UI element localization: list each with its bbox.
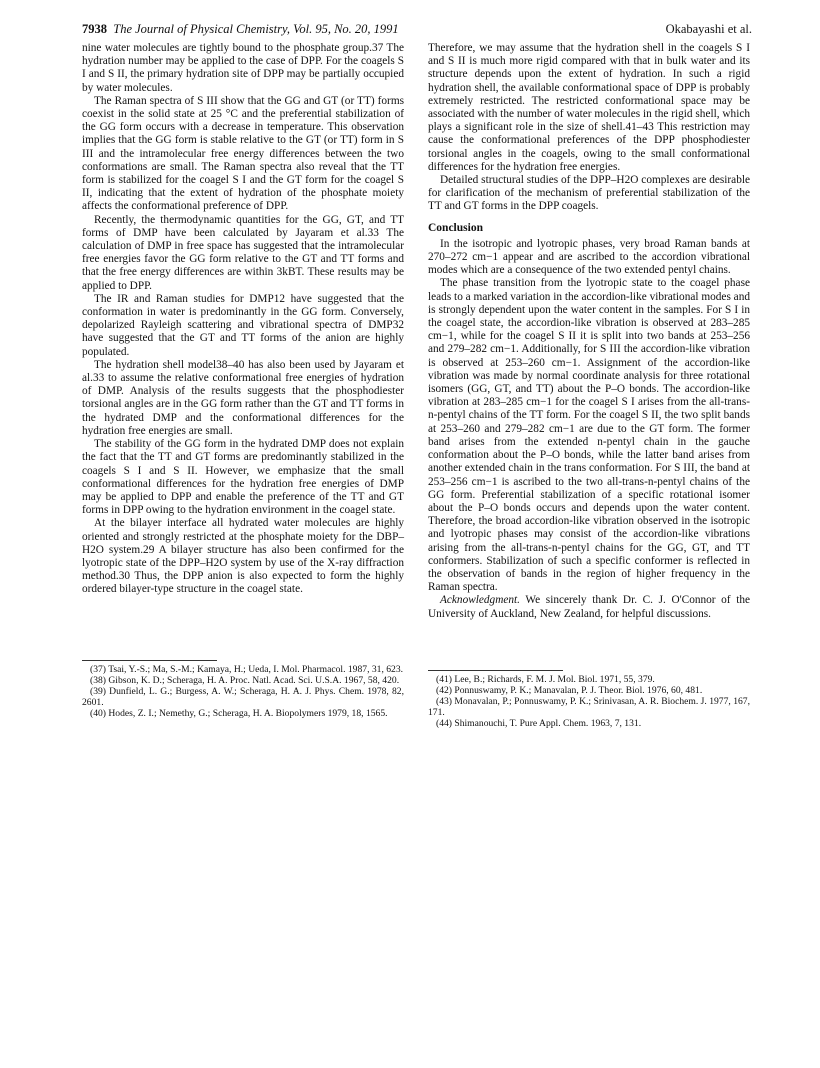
reference-item: (41) Lee, B.; Richards, F. M. J. Mol. Biol. 1971, 55, 379. [436, 674, 655, 685]
acknowledgment [428, 594, 750, 620]
reference-item: (38) Gibson, K. D.; Scheraga, H. A. Proc. Natl. Acad. Sci. U.S.A. 1967, 58, 420. [90, 675, 400, 686]
acknowledgment-label: Acknowledgment. [440, 594, 520, 607]
references-right [428, 670, 750, 729]
journal-title: The Journal of Physical Chemistry, Vol. 95, No. 20, 1991 [113, 22, 399, 36]
conclusion-paragraph: In the isotropic and lyotropic phases, very broad Raman bands at 270–272 cm−1 appear and are ascribed to the accordion vibrational modes which are a consequence of the two extended pentyl chains. [428, 237, 750, 277]
body-paragraph: Therefore, we may assume that the hydration shell in the coagels S I and S II is much more rigid compared with that in bulk water and its structure depends upon the extent of hydration. In such a rigid hydration shell, the available conformational space of DPP is probably extremely restricted. The restricted conformational space may be associated with the number of water molecules in the rigid shell, which plays a significant role in the size of shell.41–43 This restriction may cause the conformational preferences of the DPP phosphodiester torsional angles in the coagels, owing to the small conformational differences for the hydration free energies. [428, 42, 750, 173]
reference-item: (39) Dunfield, L. G.; Burgess, A. W.; Scheraga, H. A. J. Phys. Chem. 1978, 82, 2601. [82, 686, 404, 708]
body-paragraph: The hydration shell model38–40 has also been used by Jayaram et al.33 to assume the relative conformational free energies of hydration of DMP. Analysis of the results suggests that the phosphodiester torsional angles are in the GG form rather than the GT and TT forms in the hydrated DMP and the conformational differences for the hydration free energies are small. [82, 358, 404, 437]
right-column [428, 42, 750, 621]
reference-item: (37) Tsai, Y.-S.; Ma, S.-M.; Kamaya, H.; Ueda, I. Mol. Pharmacol. 1987, 31, 623. [90, 664, 404, 675]
conclusion-paragraph: The phase transition from the lyotropic state to the coagel phase leads to a marked variation in the accordion-like vibrational modes and is strongly dependent upon the water content in the samples. For S I in the coagel state, the accordion-like vibration is observed at 283–285 cm−1, while for the coagel S II it is split into two bands at 253–256 and 279–282 cm−1. Additionally, for S III the accordion-like vibration is observed at 253–260 cm−1. Assignment of the accordion-like vibration was made by normal coordinate analysis for three rotational isomers (GG, GT, and TT) about the P–O bonds. The accordion-like vibration at 283–285 cm−1 for the coagel S I arises from the all-trans-n-pentyl chains of the TT form. For the coagel S II, the two split bands at 253–260 and 279–282 cm−1 are due to the GT form. The former band arises from the extended n-pentyl chain in the gauche conformation about the P–O bonds, while the latter band arises from another extended chain in the trans conformation. For S III, the band at 253–256 cm−1 is ascribed to the two all-trans-n-pentyl chains of the GG form. Preferential stabilization of a specific rotational isomer about the P–O bonds occurs and depends upon the water content. Therefore, the broad accordion-like vibration observed in the isotropic and lyotropic phases may consist of the accordion-like vibrations arising from the all-trans-n-pentyl chains for the GG, GT, and TT conformers. Stabilization of such a specific conformer is reflected in the observation of bands in the region of higher frequency in the Raman spectra. [428, 277, 750, 594]
body-paragraph: The Raman spectra of S III show that the GG and GT (or TT) forms coexist in the solid state at 25 °C and the preferential stabilization of the GG form occurs with a decrease in temperature. This observation implies that the GG form is stable relative to the GT (or TT) form in S III and the intramolecular free energy differences between the two conformations are small. The Raman spectra also reveal that the TT form is stabilized for the coagel S I and the GT form for the coagel S II, indicating that the extent of hydration of the phosphate moiety affects the conformational preference of DPP. [82, 94, 404, 213]
page-header [82, 22, 752, 40]
acknowledgment-text: We sincerely thank Dr. C. J. O'Connor of the University of Auckland, New Zealand, for helpful discussions. [428, 594, 750, 620]
body-paragraph: The IR and Raman studies for DMP12 have suggested that the conformation in water is predominantly in the GG form. Conversely, depolarized Rayleigh scattering and vibrational spectra of DMP32 have suggested that the GT and TT forms of the anion are highly populated. [82, 292, 404, 358]
references-left [82, 660, 404, 719]
body-paragraph: nine water molecules are tightly bound to the phosphate group.37 The hydration number may be applied to the case of DPP. For the coagels S I and S II, the primary hydration site of DPP may be partially occupied by water molecules. [82, 42, 404, 94]
reference-item: (43) Monavalan, P.; Ponnuswamy, P. K.; Srinivasan, A. R. Biochem. J. 1977, 167, 171. [428, 696, 750, 718]
body-paragraph: Recently, the thermodynamic quantities for the GG, GT, and TT forms of DMP have been calculated by Jayaram et al.33 The calculation of DMP in free space has suggested that the intramolecular free energies favor the GG form relative to the GT and TT forms and that the free energy differences are within 3kBT. These results may be applied to DPP. [82, 213, 404, 292]
page-number: 7938 [82, 22, 107, 36]
reference-item: (40) Hodes, Z. I.; Nemethy, G.; Scheraga, H. A. Biopolymers 1979, 18, 1565. [90, 708, 388, 719]
body-paragraph: The stability of the GG form in the hydrated DMP does not explain the fact that the TT and GT forms are predominantly stabilized in the coagels S I and S II. However, we emphasize that the small conformational differences for the hydration free energies of DMP may be applied to DPP and enable the preference of the TT and GT forms in DPP owing to the hydration environment in the coagel state. [82, 438, 404, 517]
header-authors: Okabayashi et al. [665, 22, 752, 36]
reference-item: (44) Shimanouchi, T. Pure Appl. Chem. 1963, 7, 131. [436, 718, 642, 729]
section-heading-conclusion: Conclusion [428, 221, 483, 234]
left-column [82, 42, 404, 597]
footnote-rule [428, 670, 563, 671]
reference-item: (42) Ponnuswamy, P. K.; Manavalan, P. J. Theor. Biol. 1976, 60, 481. [436, 685, 703, 696]
body-paragraph: At the bilayer interface all hydrated water molecules are highly oriented and strongly restricted at the phosphate moiety for the DBP–H2O system.29 A bilayer structure has also been confirmed for the lyotropic state of the DPP–H2O system by use of the X-ray diffraction method.30 Thus, the DPP anion is also expected to form the highly ordered bilayer-type structure in the coagel state. [82, 517, 404, 596]
footnote-rule [82, 660, 217, 661]
header-left [82, 22, 399, 37]
body-paragraph: Detailed structural studies of the DPP–H2O complexes are desirable for clarification of the mechanism of preferential stabilization of the TT and GT forms in the DPP coagels. [428, 174, 750, 213]
